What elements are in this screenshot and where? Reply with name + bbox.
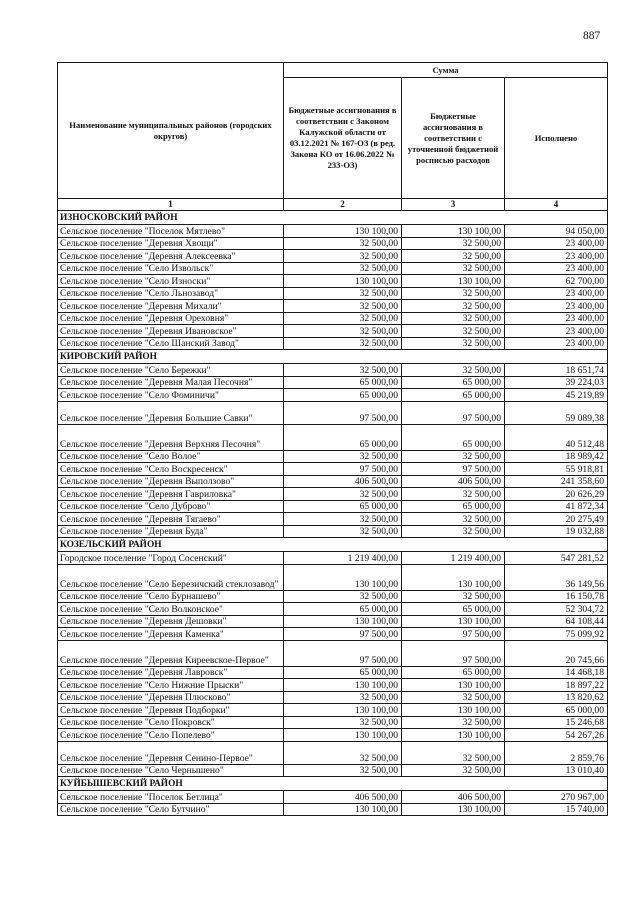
table-row — [58, 564, 608, 590]
executed-cell: 41 872,34 — [505, 500, 608, 513]
table-body — [58, 211, 608, 816]
executed-cell: 15 246,68 — [505, 716, 608, 729]
revised-allocation-cell: 130 100,00 — [402, 803, 505, 816]
law-allocation-cell: 130 100,00 — [284, 704, 402, 717]
table-row — [58, 424, 608, 450]
table-row — [58, 225, 608, 238]
law-allocation-cell: 65 000,00 — [284, 603, 402, 616]
settlement-name: Сельское поселение "Деревня Тягаево" — [58, 513, 284, 526]
settlement-name: Сельское поселение "Село Износки" — [58, 275, 284, 288]
table-row — [58, 729, 608, 742]
executed-cell: 40 512,48 — [505, 424, 608, 450]
settlement-name: Сельское поселение "Поселок Мятлево" — [58, 225, 284, 238]
executed-cell: 23 400,00 — [505, 287, 608, 300]
table-row — [58, 401, 608, 424]
table-row — [58, 666, 608, 679]
table-row — [58, 463, 608, 476]
table-row — [58, 475, 608, 488]
table-row — [58, 250, 608, 263]
table-row — [58, 364, 608, 377]
executed-cell: 75 099,92 — [505, 628, 608, 641]
revised-allocation-cell: 65 000,00 — [402, 666, 505, 679]
settlement-name: Сельское поселение "Деревня Выползово" — [58, 475, 284, 488]
table-row — [58, 741, 608, 764]
table-row — [58, 488, 608, 501]
table-row — [58, 275, 608, 288]
revised-allocation-cell: 32 500,00 — [402, 237, 505, 250]
revised-allocation-cell: 32 500,00 — [402, 691, 505, 704]
executed-cell: 52 304,72 — [505, 603, 608, 616]
law-allocation-cell: 32 500,00 — [284, 764, 402, 777]
executed-cell: 54 267,26 — [505, 729, 608, 742]
district-heading-row — [58, 211, 608, 225]
law-allocation-cell: 32 500,00 — [284, 325, 402, 338]
law-allocation-cell: 32 500,00 — [284, 525, 402, 538]
revised-allocation-cell: 32 500,00 — [402, 262, 505, 275]
table-row — [58, 287, 608, 300]
settlement-name: Сельское поселение "Деревня Ивановское" — [58, 325, 284, 338]
settlement-name: Сельское поселение "Село Чернышено" — [58, 764, 284, 777]
budget-table — [57, 62, 608, 816]
revised-allocation-cell: 406 500,00 — [402, 475, 505, 488]
table-row — [58, 590, 608, 603]
settlement-name: Сельское поселение "Село Волое" — [58, 450, 284, 463]
law-allocation-cell: 406 500,00 — [284, 791, 402, 804]
settlement-name: Сельское поселение "Село Волконское" — [58, 603, 284, 616]
revised-allocation-cell: 32 500,00 — [402, 312, 505, 325]
table-row — [58, 525, 608, 538]
law-allocation-cell: 65 000,00 — [284, 424, 402, 450]
executed-cell: 23 400,00 — [505, 300, 608, 313]
table-row — [58, 803, 608, 816]
law-allocation-cell: 32 500,00 — [284, 364, 402, 377]
district-heading-row — [58, 350, 608, 364]
law-allocation-cell: 1 219 400,00 — [284, 552, 402, 565]
executed-cell: 39 224,03 — [505, 376, 608, 389]
district-heading-row — [58, 538, 608, 552]
law-allocation-cell: 130 100,00 — [284, 615, 402, 628]
table-row — [58, 640, 608, 666]
executed-cell: 36 149,56 — [505, 564, 608, 590]
header-law-allocations: Бюджетные ассигнования в соответствии с Законом Калужской области от 03.12.2021 № 167-ОЗ (в ред. Закона КО от 16.06.2022 № 233-ОЗ) — [284, 78, 402, 199]
executed-cell: 65 000,00 — [505, 704, 608, 717]
law-allocation-cell: 130 100,00 — [284, 275, 402, 288]
revised-allocation-cell: 130 100,00 — [402, 564, 505, 590]
settlement-name: Сельское поселение "Село Шанский Завод" — [58, 337, 284, 350]
executed-cell: 55 918,81 — [505, 463, 608, 476]
executed-cell: 62 700,00 — [505, 275, 608, 288]
district-name: КОЗЕЛЬСКИЙ РАЙОН — [58, 538, 608, 552]
settlement-name: Городское поселение "Город Сосенский" — [58, 552, 284, 565]
settlement-name: Сельское поселение "Село Бережки" — [58, 364, 284, 377]
table-row — [58, 337, 608, 350]
settlement-name: Сельское поселение "Село Дуброво" — [58, 500, 284, 513]
column-number-4: 4 — [505, 199, 608, 211]
table-row — [58, 704, 608, 717]
revised-allocation-cell: 130 100,00 — [402, 225, 505, 238]
settlement-name: Сельское поселение "Село Бутчино" — [58, 803, 284, 816]
header-municipality: Наименование муниципальных районов (городских округов) — [58, 63, 284, 199]
law-allocation-cell: 32 500,00 — [284, 312, 402, 325]
table-row — [58, 376, 608, 389]
executed-cell: 18 897,22 — [505, 679, 608, 692]
settlement-name: Сельское поселение "Село Бурнашево" — [58, 590, 284, 603]
law-allocation-cell: 32 500,00 — [284, 590, 402, 603]
settlement-name: Сельское поселение "Село Льнозавод" — [58, 287, 284, 300]
revised-allocation-cell: 32 500,00 — [402, 513, 505, 526]
law-allocation-cell: 32 500,00 — [284, 337, 402, 350]
executed-cell: 2 859,76 — [505, 741, 608, 764]
revised-allocation-cell: 130 100,00 — [402, 679, 505, 692]
law-allocation-cell: 32 500,00 — [284, 741, 402, 764]
column-number-3: 3 — [402, 199, 505, 211]
settlement-name: Сельское поселение "Деревня Михали" — [58, 300, 284, 313]
revised-allocation-cell: 32 500,00 — [402, 741, 505, 764]
executed-cell: 14 468,18 — [505, 666, 608, 679]
settlement-name: Сельское поселение "Деревня Подборки" — [58, 704, 284, 717]
table-row — [58, 237, 608, 250]
table-row — [58, 312, 608, 325]
table-row — [58, 628, 608, 641]
executed-cell: 59 089,38 — [505, 401, 608, 424]
page-number: 887 — [583, 30, 601, 42]
law-allocation-cell: 32 500,00 — [284, 287, 402, 300]
executed-cell: 18 651,74 — [505, 364, 608, 377]
settlement-name: Сельское поселение "Поселок Бетлица" — [58, 791, 284, 804]
revised-allocation-cell: 32 500,00 — [402, 287, 505, 300]
settlement-name: Сельское поселение "Деревня Большие Савки" — [58, 401, 284, 424]
law-allocation-cell: 32 500,00 — [284, 262, 402, 275]
executed-cell: 18 989,42 — [505, 450, 608, 463]
table-row — [58, 389, 608, 402]
settlement-name: Сельское поселение "Деревня Сенино-Первое" — [58, 741, 284, 764]
settlement-name: Сельское поселение "Деревня Буда" — [58, 525, 284, 538]
revised-allocation-cell: 130 100,00 — [402, 729, 505, 742]
header-executed: Исполнено — [505, 78, 608, 199]
law-allocation-cell: 130 100,00 — [284, 564, 402, 590]
revised-allocation-cell: 65 000,00 — [402, 389, 505, 402]
header-sum-group: Сумма — [284, 63, 608, 78]
table-row — [58, 615, 608, 628]
settlement-name: Сельское поселение "Деревня Ореховня" — [58, 312, 284, 325]
law-allocation-cell: 32 500,00 — [284, 691, 402, 704]
law-allocation-cell: 97 500,00 — [284, 628, 402, 641]
law-allocation-cell: 32 500,00 — [284, 716, 402, 729]
executed-cell: 64 108,44 — [505, 615, 608, 628]
law-allocation-cell: 32 500,00 — [284, 513, 402, 526]
law-allocation-cell: 130 100,00 — [284, 803, 402, 816]
revised-allocation-cell: 32 500,00 — [402, 450, 505, 463]
revised-allocation-cell: 32 500,00 — [402, 525, 505, 538]
law-allocation-cell: 65 000,00 — [284, 500, 402, 513]
settlement-name: Сельское поселение "Деревня Верхняя Песочня" — [58, 424, 284, 450]
revised-allocation-cell: 406 500,00 — [402, 791, 505, 804]
settlement-name: Сельское поселение "Деревня Малая Песочня" — [58, 376, 284, 389]
revised-allocation-cell: 130 100,00 — [402, 275, 505, 288]
executed-cell: 20 275,49 — [505, 513, 608, 526]
revised-allocation-cell: 65 000,00 — [402, 500, 505, 513]
district-heading-row — [58, 777, 608, 791]
executed-cell: 13 820,62 — [505, 691, 608, 704]
settlement-name: Сельское поселение "Село Нижние Прыски" — [58, 679, 284, 692]
executed-cell: 23 400,00 — [505, 312, 608, 325]
table-row — [58, 552, 608, 565]
settlement-name: Сельское поселение "Село Воскресенск" — [58, 463, 284, 476]
settlement-name: Сельское поселение "Деревня Алексеевка" — [58, 250, 284, 263]
executed-cell: 16 150,78 — [505, 590, 608, 603]
revised-allocation-cell: 97 500,00 — [402, 640, 505, 666]
law-allocation-cell: 130 100,00 — [284, 225, 402, 238]
executed-cell: 23 400,00 — [505, 337, 608, 350]
table-row — [58, 716, 608, 729]
revised-allocation-cell: 97 500,00 — [402, 463, 505, 476]
settlement-name: Сельское поселение "Деревня Лавровск" — [58, 666, 284, 679]
revised-allocation-cell: 65 000,00 — [402, 603, 505, 616]
law-allocation-cell: 32 500,00 — [284, 488, 402, 501]
executed-cell: 23 400,00 — [505, 262, 608, 275]
settlement-name: Сельское поселение "Деревня Плюсково" — [58, 691, 284, 704]
revised-allocation-cell: 32 500,00 — [402, 590, 505, 603]
revised-allocation-cell: 32 500,00 — [402, 250, 505, 263]
settlement-name: Сельское поселение "Село Извольск" — [58, 262, 284, 275]
district-name: КИРОВСКИЙ РАЙОН — [58, 350, 608, 364]
table-row — [58, 691, 608, 704]
law-allocation-cell: 130 100,00 — [284, 679, 402, 692]
executed-cell: 20 626,29 — [505, 488, 608, 501]
law-allocation-cell: 130 100,00 — [284, 729, 402, 742]
settlement-name: Сельское поселение "Село Фоминичи" — [58, 389, 284, 402]
column-number-1: 1 — [58, 199, 284, 211]
law-allocation-cell: 406 500,00 — [284, 475, 402, 488]
settlement-name: Сельское поселение "Деревня Гавриловка" — [58, 488, 284, 501]
revised-allocation-cell: 130 100,00 — [402, 615, 505, 628]
executed-cell: 241 358,60 — [505, 475, 608, 488]
settlement-name: Сельское поселение "Село Березичский стеклозавод" — [58, 564, 284, 590]
table-row — [58, 679, 608, 692]
settlement-name: Сельское поселение "Деревня Дешовки" — [58, 615, 284, 628]
district-name: ИЗНОСКОВСКИЙ РАЙОН — [58, 211, 608, 225]
law-allocation-cell: 65 000,00 — [284, 376, 402, 389]
executed-cell: 23 400,00 — [505, 325, 608, 338]
revised-allocation-cell: 32 500,00 — [402, 764, 505, 777]
law-allocation-cell: 65 000,00 — [284, 389, 402, 402]
table-row — [58, 791, 608, 804]
law-allocation-cell: 32 500,00 — [284, 300, 402, 313]
settlement-name: Сельское поселение "Село Попелево" — [58, 729, 284, 742]
law-allocation-cell: 97 500,00 — [284, 463, 402, 476]
executed-cell: 19 032,88 — [505, 525, 608, 538]
executed-cell: 13 010,40 — [505, 764, 608, 777]
table-row — [58, 764, 608, 777]
revised-allocation-cell: 97 500,00 — [402, 401, 505, 424]
revised-allocation-cell: 65 000,00 — [402, 376, 505, 389]
revised-allocation-cell: 32 500,00 — [402, 488, 505, 501]
law-allocation-cell: 32 500,00 — [284, 250, 402, 263]
law-allocation-cell: 32 500,00 — [284, 450, 402, 463]
table-row — [58, 603, 608, 616]
executed-cell: 45 219,89 — [505, 389, 608, 402]
executed-cell: 94 050,00 — [505, 225, 608, 238]
table-row — [58, 500, 608, 513]
executed-cell: 15 740,00 — [505, 803, 608, 816]
settlement-name: Сельское поселение "Село Покровск" — [58, 716, 284, 729]
revised-allocation-cell: 1 219 400,00 — [402, 552, 505, 565]
revised-allocation-cell: 32 500,00 — [402, 364, 505, 377]
header-revised-allocations: Бюджетные ассигнования в соответствии с уточненной бюджетной росписью расходов — [402, 78, 505, 199]
executed-cell: 547 281,52 — [505, 552, 608, 565]
law-allocation-cell: 97 500,00 — [284, 401, 402, 424]
law-allocation-cell: 97 500,00 — [284, 640, 402, 666]
executed-cell: 20 745,66 — [505, 640, 608, 666]
table-row — [58, 300, 608, 313]
table-row — [58, 513, 608, 526]
law-allocation-cell: 32 500,00 — [284, 237, 402, 250]
revised-allocation-cell: 32 500,00 — [402, 337, 505, 350]
settlement-name: Сельское поселение "Деревня Хвощи" — [58, 237, 284, 250]
table-row — [58, 450, 608, 463]
table-row — [58, 262, 608, 275]
table-row — [58, 325, 608, 338]
district-name: КУЙБЫШЕВСКИЙ РАЙОН — [58, 777, 608, 791]
revised-allocation-cell: 97 500,00 — [402, 628, 505, 641]
executed-cell: 23 400,00 — [505, 237, 608, 250]
revised-allocation-cell: 32 500,00 — [402, 300, 505, 313]
revised-allocation-cell: 130 100,00 — [402, 704, 505, 717]
law-allocation-cell: 65 000,00 — [284, 666, 402, 679]
settlement-name: Сельское поселение "Деревня Киреевское-Первое" — [58, 640, 284, 666]
revised-allocation-cell: 32 500,00 — [402, 716, 505, 729]
settlement-name: Сельское поселение "Деревня Каменка" — [58, 628, 284, 641]
executed-cell: 23 400,00 — [505, 250, 608, 263]
revised-allocation-cell: 65 000,00 — [402, 424, 505, 450]
executed-cell: 270 967,00 — [505, 791, 608, 804]
column-number-2: 2 — [284, 199, 402, 211]
revised-allocation-cell: 32 500,00 — [402, 325, 505, 338]
